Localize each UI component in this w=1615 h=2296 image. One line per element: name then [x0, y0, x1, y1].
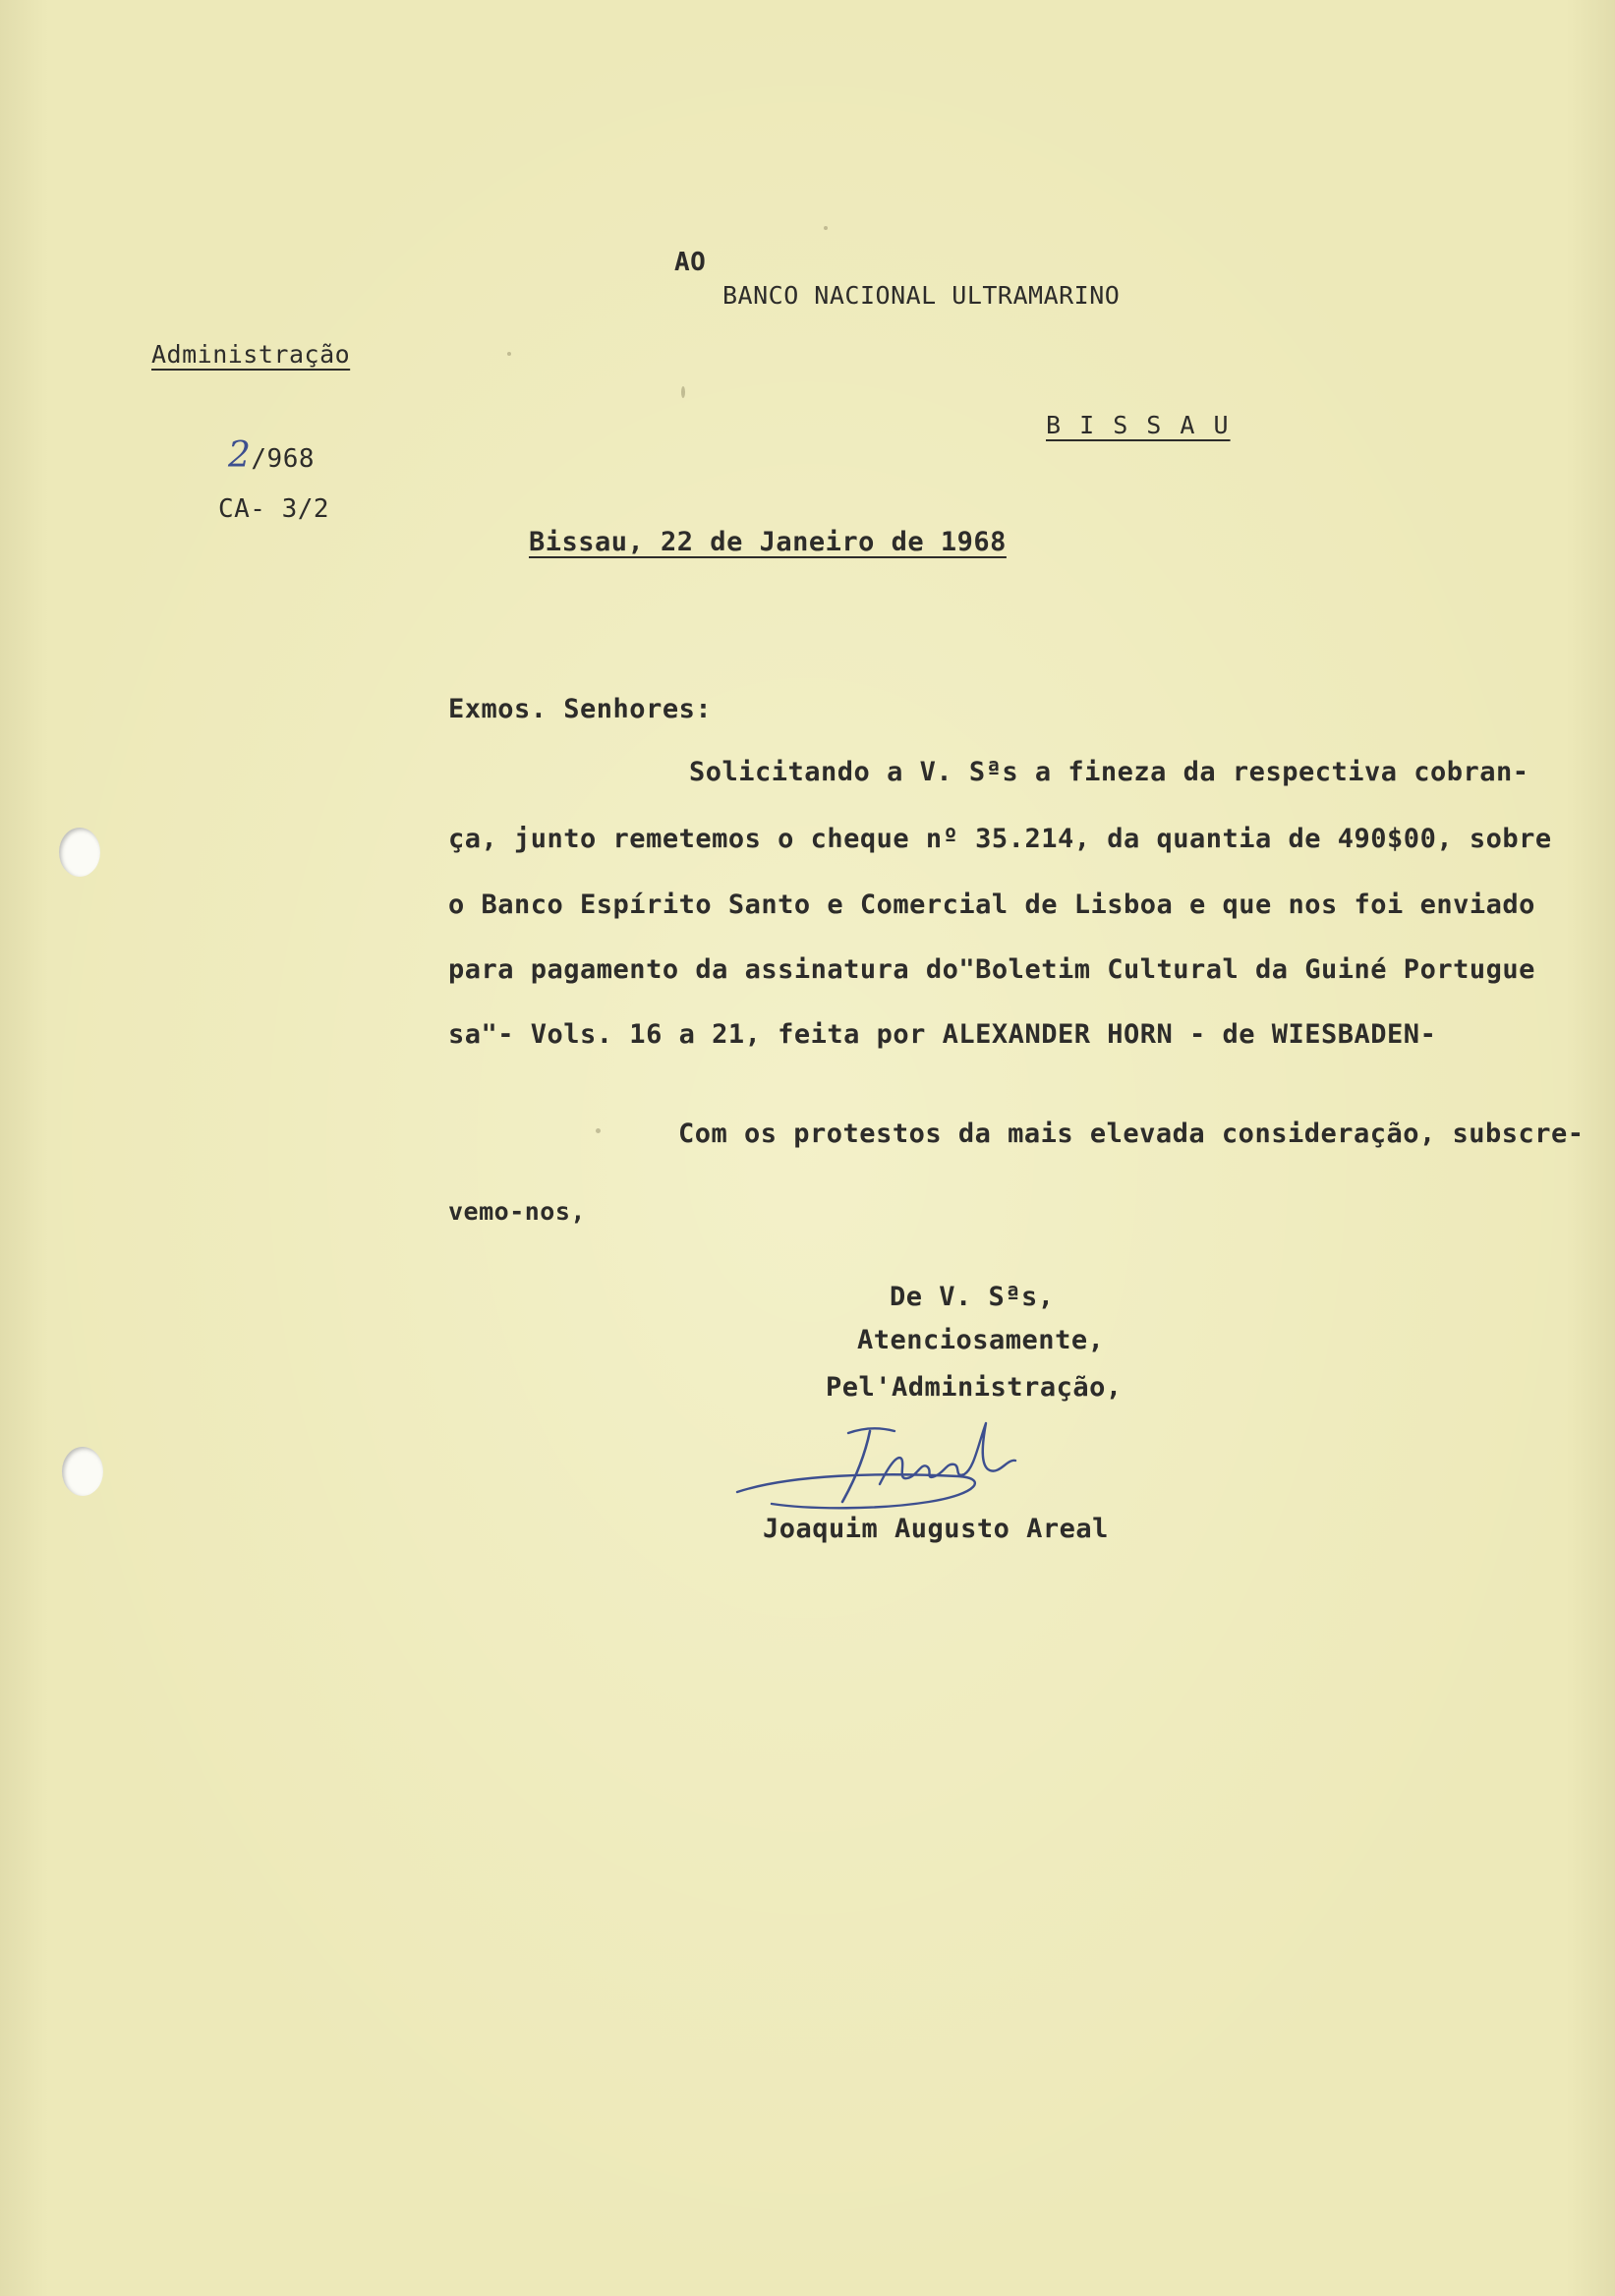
body-line: ça, junto remetemos o cheque nº 35.214, da quantia de 490$00, sobre — [448, 824, 1552, 854]
signoff-line: De V. Sªs, — [890, 1282, 1055, 1312]
reference-year: /968 — [251, 444, 316, 474]
paper-speck — [507, 352, 511, 356]
reference-handwritten: 2 — [228, 435, 252, 476]
reference-code: CA- 3/2 — [218, 494, 330, 524]
paper-speck — [824, 226, 828, 230]
body-line: Solicitando a V. Sªs a fineza da respectiva cobran- — [689, 757, 1529, 787]
recipient-prefix: AO — [674, 248, 707, 277]
body-line: para pagamento da assinatura do"Boletim Cultural da Guiné Portugue — [448, 954, 1535, 985]
signatory-name: Joaquim Augusto Areal — [763, 1514, 1109, 1544]
punch-hole-bottom — [62, 1447, 103, 1496]
signoff-line: Pel'Administração, — [826, 1372, 1123, 1403]
handwritten-signature — [732, 1415, 1076, 1523]
closing-line: Com os protestos da mais elevada consideração, subscre- — [678, 1119, 1585, 1149]
recipient-name: BANCO NACIONAL ULTRAMARINO — [722, 281, 1121, 310]
sender-department: Administração — [151, 340, 351, 369]
recipient-city: B I S S A U — [1046, 411, 1231, 439]
closing-line: vemo-nos, — [448, 1197, 586, 1226]
date-line: Bissau, 22 de Janeiro de 1968 — [529, 527, 1007, 557]
body-line: o Banco Espírito Santo e Comercial de Lisboa e que nos foi enviado — [448, 890, 1535, 920]
signoff-line: Atenciosamente, — [857, 1325, 1105, 1355]
salutation: Exmos. Senhores: — [448, 694, 713, 724]
punch-hole-top — [59, 828, 100, 877]
paper-speck — [596, 1128, 601, 1133]
reference-number — [228, 435, 316, 476]
body-line: sa"- Vols. 16 a 21, feita por ALEXANDER HORN - de WIESBADEN- — [448, 1019, 1437, 1050]
paper-speck — [681, 386, 685, 398]
